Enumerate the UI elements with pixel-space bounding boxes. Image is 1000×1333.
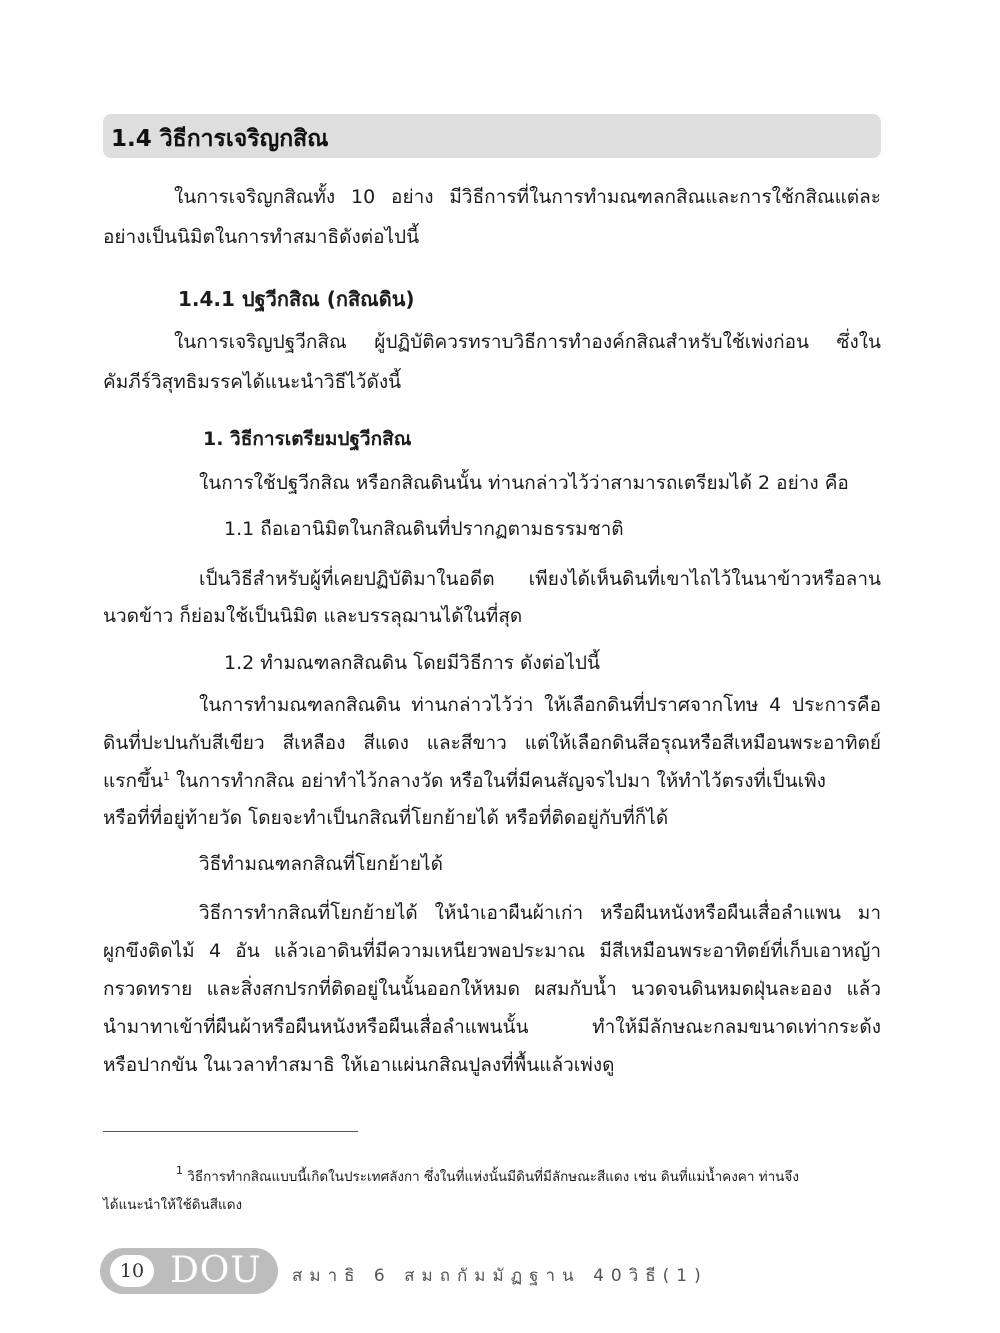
item-1-2-para-line-2: ดินที่ปะปนกับสีเขียว สีเหลือง สีแดง และสีขาว แต่ให้เลือกดินสีอรุณหรือสีเหมือนพระอาทิตย์ xyxy=(103,732,881,754)
item-1-1-para-line-2: นวดข้าว ก็ย่อมใช้เป็นนิมิต และบรรลุฌานได้ในที่สุด xyxy=(103,605,523,627)
footnote-reference: 1 xyxy=(162,770,170,783)
subsection-para-line-1: ในการเจริญปฐวีกสิณ ผู้ปฏิบัติควรทราบวิธีการทำองค์กสิณสำหรับใช้เพ่งก่อน ซึ่งใน xyxy=(174,331,881,353)
page-number: 10 xyxy=(110,1255,154,1287)
movable-para-line-2: ผูกขึงติดไม้ 4 อัน แล้วเอาดินที่มีความเหนียวพอประมาณ มีสีเหมือนพระอาทิตย์ที่เก็บเอาหญ้า xyxy=(103,940,881,962)
movable-heading: วิธีทำมณฑลกสิณที่โยกย้ายได้ xyxy=(199,853,443,875)
movable-para-line-1: วิธีการทำกสิณที่โยกย้ายได้ ให้นำเอาผืนผ้าเก่า หรือผืนหนังหรือผืนเสื่อลำแพน มา xyxy=(199,902,881,924)
section-heading-bar xyxy=(103,114,881,158)
item-1-2-heading: 1.2 ทำมณฑลกสิณดิน โดยมีวิธีการ ดังต่อไปนี้ xyxy=(224,652,600,674)
movable-para-line-5: หรือปากขัน ในเวลาทำสมาธิ ให้เอาแผ่นกสิณปูลงที่พื้นแล้วเพ่งดู xyxy=(103,1054,615,1076)
footnote-text-1: วิธีการทำกสิณแบบนี้เกิดในประเทศลังกา ซึ่งในที่แห่งนั้นมีดินที่มีลักษณะสีแดง เช่น ดินที่แม่น้ำคงคา ท่านจึง xyxy=(183,1169,799,1185)
footnote-divider xyxy=(103,1131,358,1132)
footer-badge xyxy=(100,1248,278,1294)
prep-para: ในการใช้ปฐวีกสิณ หรือกสิณดินนั้น ท่านกล่าวไว้ว่าสามารถเตรียมได้ 2 อย่าง คือ xyxy=(199,472,849,494)
footnote-line-1 xyxy=(176,1164,799,1187)
item-1-1-para-line-1: เป็นวิธีสำหรับผู้ที่เคยปฏิบัติมาในอดีต เพียงได้เห็นดินที่เขาไถไว้ในนาข้าวหรือลาน xyxy=(199,568,881,590)
intro-line-2: อย่างเป็นนิมิตในการทำสมาธิดังต่อไปนี้ xyxy=(103,226,420,248)
subsection-para-line-2: คัมภีร์วิสุทธิมรรคได้แนะนำวิธีไว้ดังนี้ xyxy=(103,371,402,393)
running-title: สมาธิ 6 สมถกัมมัฏฐาน 40วิธี(1) xyxy=(292,1266,708,1286)
dou-logo: DOU xyxy=(170,1250,262,1291)
item-1-2-para-line-3 xyxy=(103,766,881,796)
subsection-heading: 1.4.1 ปฐวีกสิณ (กสิณดิน) xyxy=(178,287,415,311)
footnote-mark: 1 xyxy=(176,1164,183,1177)
movable-para-line-3: กรวดทราย และสิ่งสกปรกที่ติดอยู่ในนั้นออกให้หมด ผสมกับน้ำ นวดจนดินหมดฝุ่นละออง แล้ว xyxy=(103,978,881,1000)
movable-para-line-4: นำมาทาเข้าที่ผืนผ้าหรือผืนหนังหรือผืนเสื่อลำแพนนั้น ทำให้มีลักษณะกลมขนาดเท่ากระด้ง xyxy=(103,1016,881,1038)
item-1-2-para-line-3-rest: ในการทำกสิณ อย่าทำไว้กลางวัด หรือในที่มีคนสัญจรไปมา ให้ทำไว้ตรงที่เป็นเพิง xyxy=(169,770,826,792)
footnote-line-2: ได้แนะนำให้ใช้ดินสีแดง xyxy=(103,1197,243,1213)
intro-line-1: ในการเจริญกสิณทั้ง 10 อย่าง มีวิธีการที่ในการทำมณฑลกสิณและการใช้กสิณแต่ละ xyxy=(174,186,881,208)
section-heading: 1.4 วิธีการเจริญกสิณ xyxy=(111,126,329,152)
item-1-2-para-line-1: ในการทำมณฑลกสิณดิน ท่านกล่าวไว้ว่า ให้เลือกดินที่ปราศจากโทษ 4 ประการคือ xyxy=(199,694,881,716)
item-1-1-heading: 1.1 ถือเอานิมิตในกสิณดินที่ปรากฏตามธรรมชาติ xyxy=(224,518,624,540)
prep-heading: 1. วิธีการเตรียมปฐวีกสิณ xyxy=(203,428,412,450)
item-1-2-para-line-4: หรือที่ที่อยู่ท้ายวัด โดยจะทำเป็นกสิณที่โยกย้ายได้ หรือที่ติดอยู่กับที่ก็ได้ xyxy=(103,807,669,829)
item-1-2-para-line-3-start: แรกขึ้น xyxy=(103,770,163,792)
